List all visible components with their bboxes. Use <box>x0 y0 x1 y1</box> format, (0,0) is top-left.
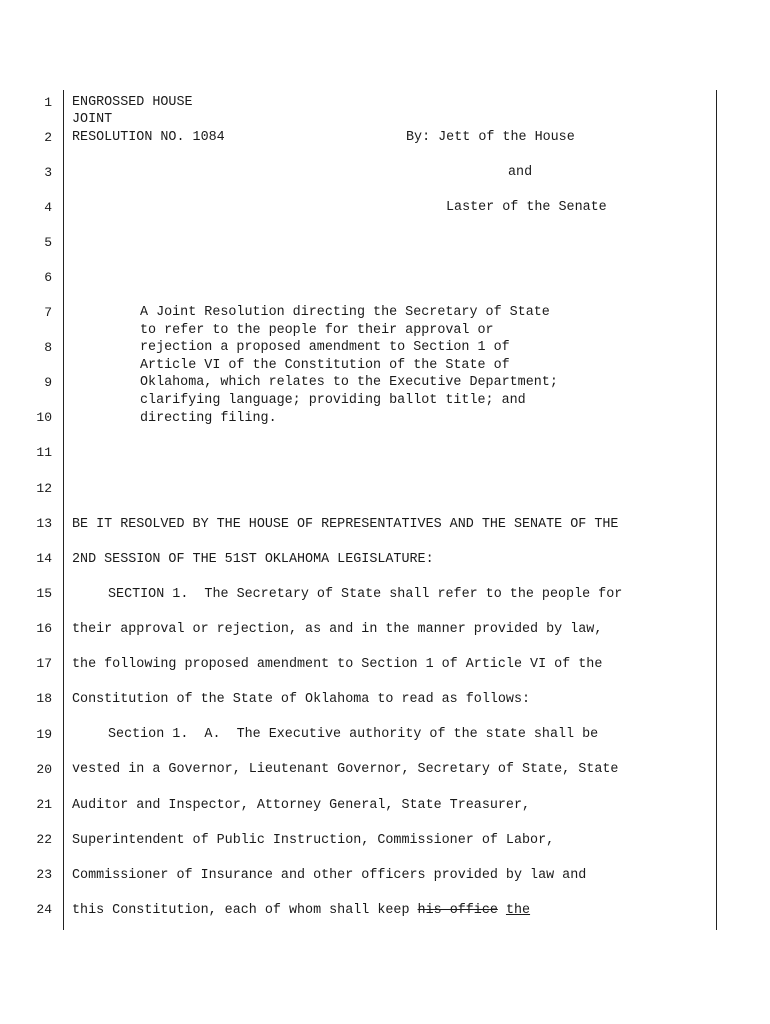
summary-line: directing filing. <box>140 411 277 426</box>
line-number: 13 <box>36 516 52 531</box>
line-number: 12 <box>36 481 52 496</box>
line-number: 1 <box>44 95 52 110</box>
senate-author: Laster of the Senate <box>446 200 607 215</box>
line-number: 20 <box>36 762 52 777</box>
spacer-text <box>498 903 506 918</box>
line-number: 24 <box>36 902 52 917</box>
house-author: By: Jett of the House <box>406 130 575 145</box>
amendment-text: Superintendent of Public Instruction, Commissioner of Labor, <box>72 833 555 848</box>
line-number: 17 <box>36 656 52 671</box>
amendment-text: Auditor and Inspector, Attorney General, State Treasurer, <box>72 798 531 813</box>
line-number: 18 <box>36 691 52 706</box>
section-text: Constitution of the State of Oklahoma to read as follows: <box>72 692 531 707</box>
resolving-clause: 2ND SESSION OF THE 51ST OKLAHOMA LEGISLATURE: <box>72 552 434 567</box>
inserted-text: the <box>505 903 531 918</box>
amendment-text: Commissioner of Insurance and other officers provided by law and <box>72 868 587 883</box>
struck-text: his office <box>417 903 498 918</box>
line-number: 10 <box>36 410 52 425</box>
section-text: SECTION 1. The Secretary of State shall refer to the people for <box>108 587 623 602</box>
amendment-text-line-24 <box>72 902 530 920</box>
summary-line: Article VI of the Constitution of the State of <box>140 358 510 373</box>
line-number: 15 <box>36 586 52 601</box>
author-conjunction: and <box>508 165 533 180</box>
line-number: 4 <box>44 200 52 215</box>
line-number: 23 <box>36 867 52 882</box>
summary-line: Oklahoma, which relates to the Executive Department; <box>140 375 558 390</box>
line-number: 14 <box>36 551 52 566</box>
amendment-text: Section 1. A. The Executive authority of the state shall be <box>108 727 599 742</box>
line-number: 22 <box>36 832 52 847</box>
summary-line: rejection a proposed amendment to Section 1 of <box>140 340 510 355</box>
left-margin-rule <box>63 90 64 930</box>
line-number: 21 <box>36 797 52 812</box>
right-margin-rule <box>716 90 717 930</box>
summary-line: to refer to the people for their approval or <box>140 323 494 338</box>
line-number: 9 <box>44 375 52 390</box>
summary-line: A Joint Resolution directing the Secretary of State <box>140 305 550 320</box>
line-number: 2 <box>44 130 52 145</box>
bill-number: RESOLUTION NO. 1084 <box>72 130 225 145</box>
line-number: 3 <box>44 165 52 180</box>
line-number: 5 <box>44 235 52 250</box>
line-number: 6 <box>44 270 52 285</box>
line-number: 19 <box>36 727 52 742</box>
amendment-text: this Constitution, each of whom shall keep <box>72 903 418 918</box>
bill-heading-line-1: ENGROSSED HOUSE <box>72 95 193 110</box>
bill-heading-line-2: JOINT <box>72 112 113 127</box>
summary-line: clarifying language; providing ballot title; and <box>140 393 526 408</box>
line-number: 7 <box>44 305 52 320</box>
amendment-text: vested in a Governor, Lieutenant Governor, Secretary of State, State <box>72 762 619 777</box>
resolving-clause: BE IT RESOLVED BY THE HOUSE OF REPRESENTATIVES AND THE SENATE OF THE <box>72 517 619 532</box>
section-text: their approval or rejection, as and in the manner provided by law, <box>72 622 603 637</box>
line-number: 11 <box>36 445 52 460</box>
line-number: 16 <box>36 621 52 636</box>
line-number: 8 <box>44 340 52 355</box>
section-text: the following proposed amendment to Section 1 of Article VI of the <box>72 657 603 672</box>
